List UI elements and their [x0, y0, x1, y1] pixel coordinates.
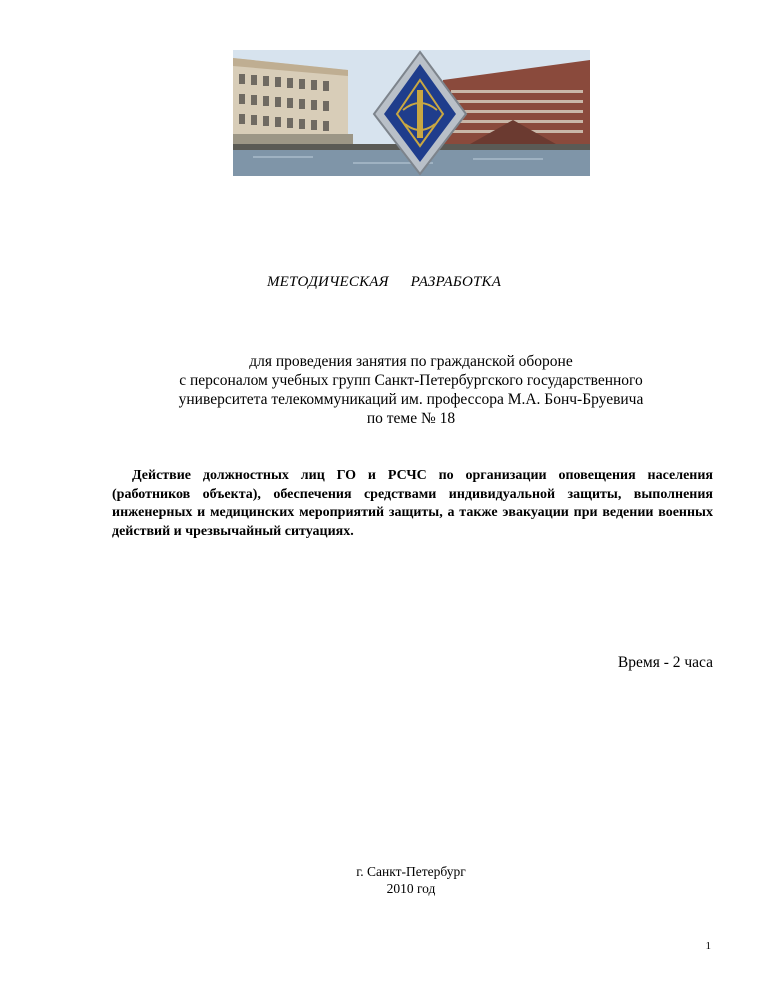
- document-title: [0, 274, 768, 291]
- title-word-2: РАЗРАБОТКА: [410, 274, 502, 290]
- purpose-line: с персоналом учебных групп Санкт-Петербургского государственного: [179, 372, 643, 389]
- purpose-block: [0, 352, 768, 428]
- purpose-line: университета телекоммуникаций им. профессора М.А. Бонч-Бруевича: [178, 391, 644, 408]
- page-number: 1: [705, 940, 711, 952]
- city-text: г. Санкт-Петербург: [356, 864, 466, 879]
- place-and-year: [0, 863, 768, 897]
- purpose-line: по теме № 18: [366, 410, 456, 427]
- header-banner-image: [233, 50, 590, 176]
- topic-paragraph: Действие должностных лиц ГО и РСЧС по организации оповещения населения (работников объекта), обеспечения средствами индивидуальной защиты, выполнения инженерных и медицинских мероприятий защиты, а также эвакуации при ведении военных действий и чрезвычайный ситуациях.: [112, 468, 713, 539]
- left-building: [233, 58, 353, 150]
- duration-text: Время - 2 часа: [617, 654, 713, 671]
- year-text: 2010 год: [386, 881, 436, 896]
- title-word-1: МЕТОДИЧЕСКАЯ: [266, 274, 389, 290]
- purpose-line: для проведения занятия по гражданской обороне: [249, 353, 573, 370]
